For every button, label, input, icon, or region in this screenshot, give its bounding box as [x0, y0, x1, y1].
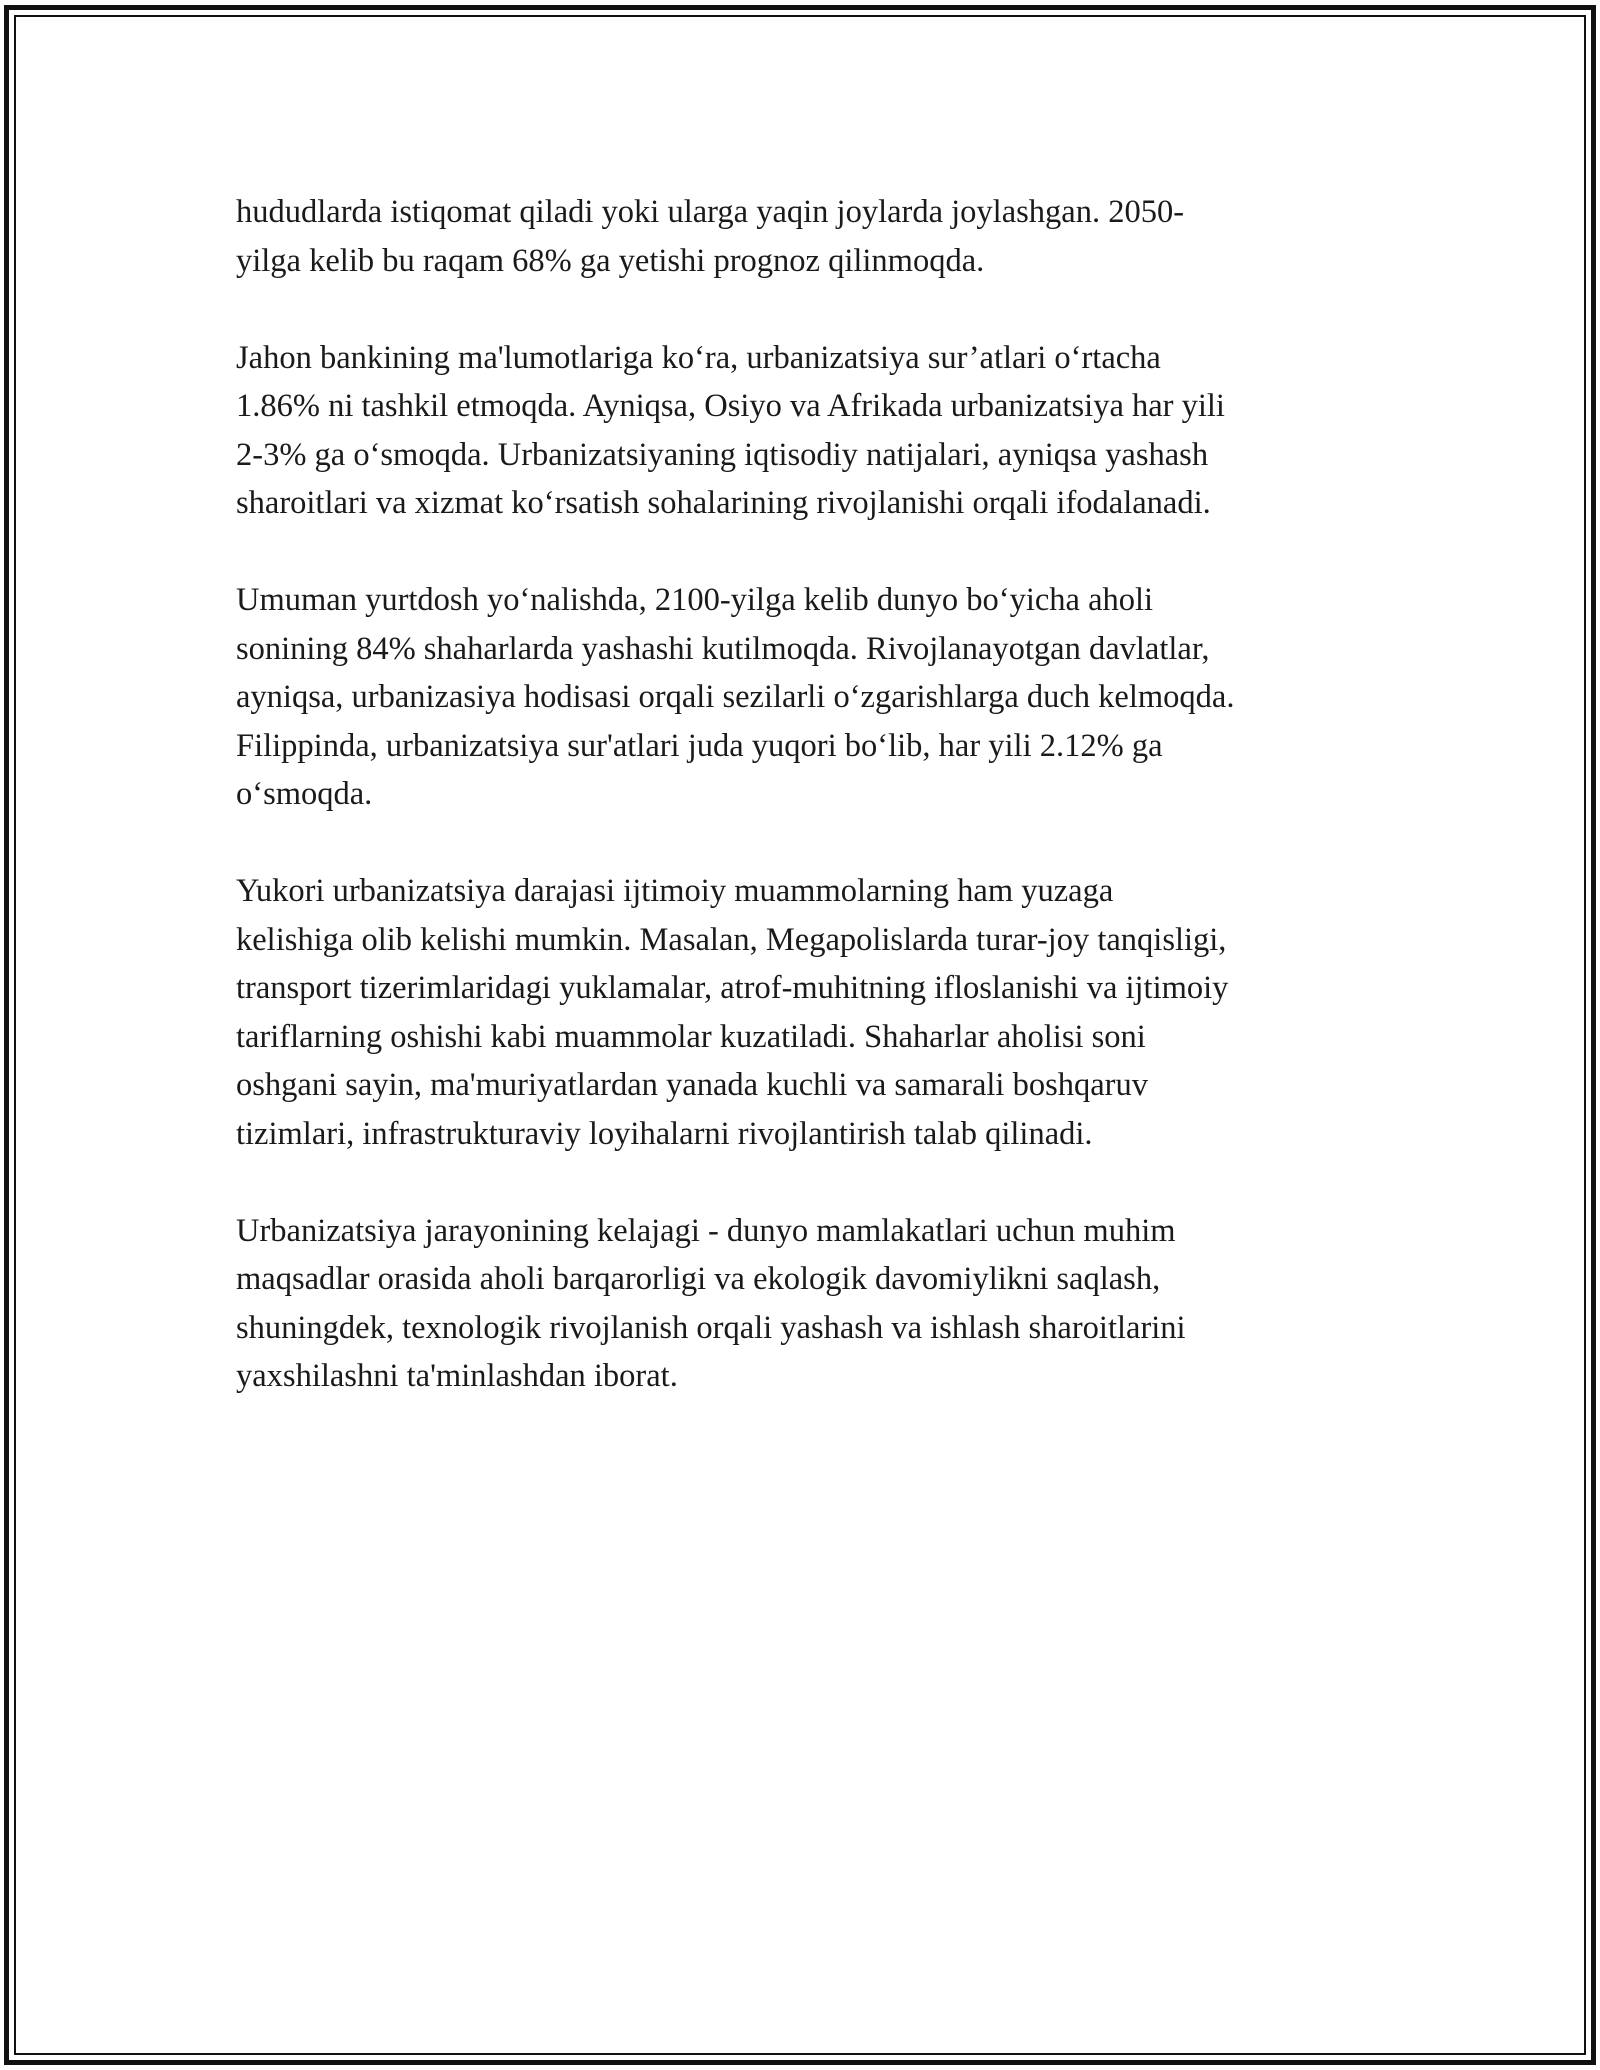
paragraph-1: hududlarda istiqomat qiladi yoki ularga yaqin joylarda joylashgan. 2050- yilga kelib bu raqam 68% ga yetishi prognoz qilinmoqda.: [236, 194, 1185, 279]
paragraph-3: Umuman yurtdosh yoʻnalishda, 2100-yilga kelib dunyo boʻyicha aholi sonining 84% shaharlarda yashashi kutilmoqda. Rivojlanayotgan davlatlar, ayniqsa, urbanizasiya hodisasi orqali sezilarli oʻzgarishlarga duch kelmoqda. Filippinda, urbanizatsiya sur'atlari juda yuqori boʻlib, har yili 2.12% ga oʻsmoqda.: [236, 582, 1235, 812]
paragraph-2: Jahon bankining ma'lumotlariga koʻra, urbanizatsiya sur’atlari oʻrtacha 1.86% ni tashkil etmoqda. Ayniqsa, Osiyo va Afrikada urbanizatsiya har yili 2-3% ga oʻsmoqda. Urbanizatsiyaning iqtisodiy natijalari, ayniqsa yashash sharoitlari va xizmat koʻrsatish sohalarining rivojlanishi orqali ifodalanadi.: [236, 339, 1225, 521]
document-body: [236, 188, 1416, 1449]
paragraph-5: Urbanizatsiya jarayonining kelajagi - dunyo mamlakatlari uchun muhim maqsadlar orasida aholi barqarorligi va ekologik davomiylikni saqlash, shuningdek, texnologik rivojlanish orqali yashash va ishlash sharoitlarini yaxshilashni ta'minlashdan iborat.: [236, 1212, 1186, 1394]
paragraph-4: Yukori urbanizatsiya darajasi ijtimoiy muammolarning ham yuzaga kelishiga olib kelishi mumkin. Masalan, Megapolislarda turar-joy tanqisligi, transport tizerimlaridagi yuklamalar, atrof-muhitning ifloslanishi va ijtimoiy tariflarning oshishi kabi muammolar kuzatiladi. Shaharlar aholisi soni oshgani sayin, ma'muriyatlardan yanada kuchli va samarali boshqaruv tizimlari, infrastrukturaviy loyihalarni rivojlantirish talab qilinadi.: [236, 873, 1229, 1152]
